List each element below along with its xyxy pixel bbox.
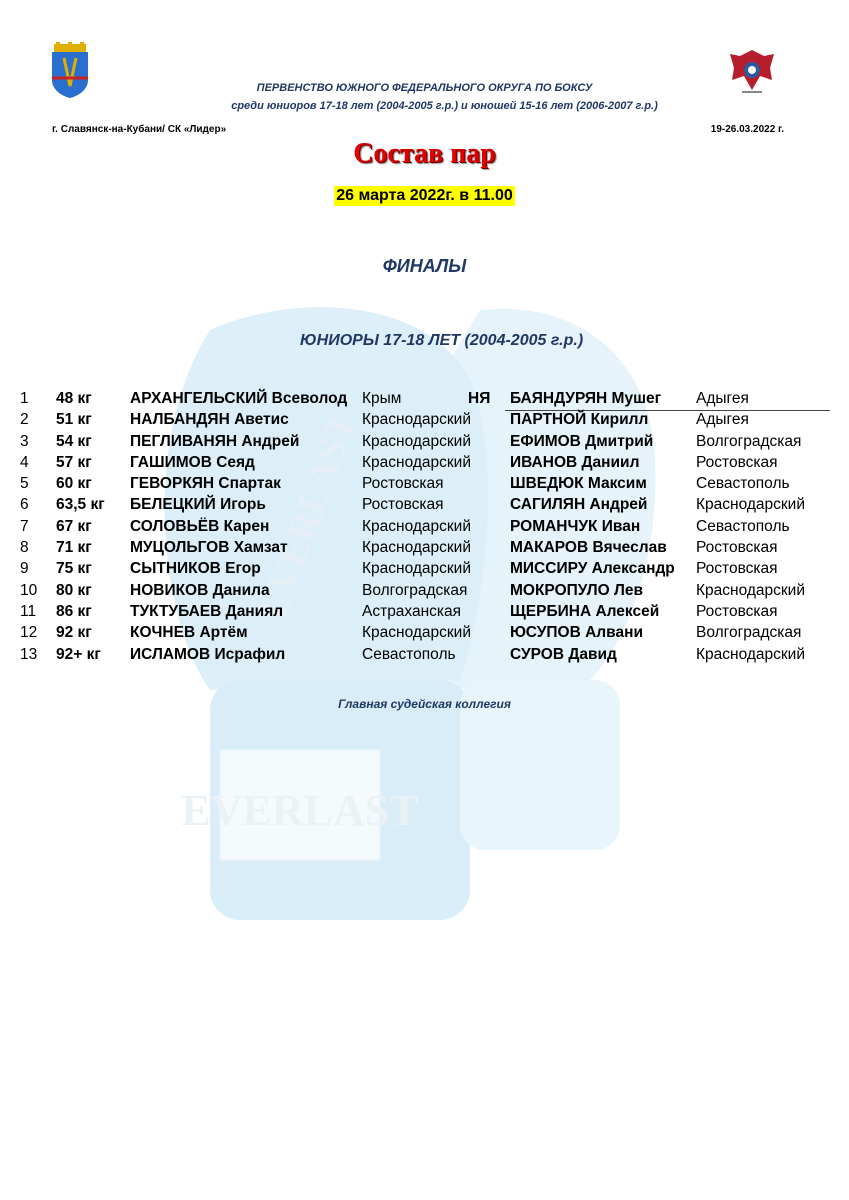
pair-row	[0, 624, 849, 645]
pair-number: 13	[20, 645, 38, 663]
event-dates: 19-26.03.2022 г.	[710, 124, 784, 135]
blue-corner-boxer: ЮСУПОВ Алвани	[510, 624, 643, 642]
weight-class: 48 кг	[56, 390, 92, 407]
weight-class: 63,5 кг	[56, 496, 105, 514]
pair-number: 6	[20, 496, 29, 514]
pair-number: 7	[20, 517, 29, 535]
pair-note: НЯ	[468, 390, 491, 407]
red-corner-boxer: АРХАНГЕЛЬСКИЙ Всеволод	[130, 390, 348, 407]
pair-row	[0, 603, 849, 624]
pair-number: 4	[20, 453, 29, 471]
bout-date-time: 26 марта 2022г. в 11.00	[336, 187, 513, 204]
red-corner-boxer: МУЦОЛЬГОВ Хамзат	[130, 539, 288, 557]
red-corner-boxer: СЫТНИКОВ Егор	[130, 560, 261, 578]
red-corner-boxer: НАЛБАНДЯН Аветис	[130, 411, 289, 429]
blue-corner-region: Севастополь	[696, 517, 790, 535]
weight-class: 51 кг	[56, 411, 92, 429]
red-corner-region: Крым	[362, 390, 402, 407]
red-corner-region: Краснодарский	[362, 560, 471, 578]
pair-row	[0, 411, 849, 432]
blue-corner-region: Адыгея	[696, 411, 749, 429]
red-corner-region: Ростовская	[362, 475, 444, 493]
event-location: г. Славянск-на-Кубани/ СК «Лидер»	[52, 124, 227, 135]
blue-corner-boxer: ШВЕДЮК Максим	[510, 475, 647, 493]
red-corner-boxer: СОЛОВЬЁВ Карен	[130, 517, 270, 535]
pair-row	[0, 646, 849, 667]
page-title: Состав пар	[353, 138, 496, 169]
pair-number: 3	[20, 432, 29, 450]
watermark-brand: EVERLAST	[181, 786, 419, 835]
red-corner-region: Краснодарский	[362, 453, 471, 471]
red-corner-boxer: ПЕГЛИВАНЯН Андрей	[130, 432, 300, 450]
red-corner-region: Краснодарский	[362, 539, 471, 557]
weight-class: 60 кг	[56, 475, 92, 493]
pair-row	[0, 539, 849, 560]
date-line-wrapper	[0, 186, 849, 206]
blue-corner-region: Волгоградская	[696, 624, 802, 642]
blue-corner-boxer: МОКРОПУЛО Лев	[510, 581, 644, 599]
red-corner-boxer: КОЧНЕВ Артём	[130, 624, 248, 642]
red-corner-region: Краснодарский	[362, 432, 471, 450]
blue-corner-region: Ростовская	[696, 453, 778, 471]
blue-corner-region: Ростовская	[696, 560, 778, 578]
red-corner-region: Волгоградская	[362, 581, 468, 599]
pair-row	[0, 433, 849, 454]
blue-corner-boxer: СУРОВ Давид	[510, 645, 617, 663]
weight-class: 92+ кг	[56, 645, 101, 663]
pair-number: 5	[20, 475, 29, 493]
red-corner-region: Ростовская	[362, 496, 444, 514]
weight-class: 92 кг	[56, 624, 92, 642]
weight-class: 71 кг	[56, 539, 92, 557]
pair-number: 9	[20, 560, 29, 578]
pair-number: 12	[20, 624, 38, 642]
pair-row	[0, 390, 849, 411]
weight-class: 86 кг	[56, 602, 92, 620]
red-corner-boxer: ГАШИМОВ Сеяд	[130, 453, 255, 471]
red-corner-boxer: ИСЛАМОВ Исрафил	[130, 645, 286, 663]
weight-class: 80 кг	[56, 581, 92, 599]
red-corner-boxer: НОВИКОВ Данила	[130, 581, 270, 599]
pair-number: 8	[20, 539, 29, 557]
footer-signature: Главная судейская коллегия	[338, 697, 511, 711]
pair-row	[0, 518, 849, 539]
red-corner-boxer: БЕЛЕЦКИЙ Игорь	[130, 496, 266, 514]
pair-number: 2	[20, 411, 29, 429]
weight-class: 54 кг	[56, 432, 92, 450]
red-corner-boxer: ГЕВОРКЯН Спартак	[130, 475, 281, 493]
blue-corner-region: Краснодарский	[696, 581, 805, 599]
blue-corner-boxer: БАЯНДУРЯН Мушег	[510, 390, 662, 407]
red-corner-region: Севастополь	[362, 645, 456, 663]
blue-corner-boxer: ЩЕРБИНА Алексей	[510, 602, 660, 620]
red-corner-region: Астраханская	[362, 602, 462, 620]
blue-corner-region: Адыгея	[696, 390, 749, 407]
blue-corner-region: Краснодарский	[696, 496, 805, 514]
blue-corner-region: Ростовская	[696, 539, 778, 557]
weight-class: 75 кг	[56, 560, 92, 578]
blue-corner-region: Краснодарский	[696, 645, 805, 663]
championship-title: ПЕРВЕНСТВО ЮЖНОГО ФЕДЕРАЛЬНОГО ОКРУГА ПО БОКСУ	[256, 82, 593, 94]
pairs-table	[0, 390, 849, 667]
blue-corner-region: Ростовская	[696, 602, 778, 620]
weight-class: 67 кг	[56, 517, 92, 535]
blue-corner-boxer: РОМАНЧУК Иван	[510, 517, 641, 535]
blue-corner-boxer: ПАРТНОЙ Кирилл	[510, 411, 649, 429]
svg-text:EVERLAST: EVERLAST	[249, 406, 366, 625]
pair-row	[0, 560, 849, 581]
red-corner-region: Краснодарский	[362, 411, 471, 429]
pair-number: 10	[20, 581, 38, 599]
red-corner-region: Краснодарский	[362, 624, 471, 642]
blue-corner-boxer: ЕФИМОВ Дмитрий	[510, 432, 654, 450]
pair-row	[0, 582, 849, 603]
blue-corner-region: Волгоградская	[696, 432, 802, 450]
pair-row	[0, 496, 849, 517]
pair-row	[0, 454, 849, 475]
championship-subtitle: среди юниоров 17-18 лет (2004-2005 г.р.) и юношей 15-16 лет (2006-2007 г.р.)	[231, 100, 658, 112]
blue-corner-boxer: МАКАРОВ Вячеслав	[510, 539, 667, 557]
red-corner-region: Краснодарский	[362, 517, 471, 535]
blue-corner-boxer: САГИЛЯН Андрей	[510, 496, 648, 514]
pair-row	[0, 475, 849, 496]
section-title: ФИНАЛЫ	[382, 256, 467, 276]
blue-corner-boxer: ИВАНОВ Даниил	[510, 453, 640, 471]
blue-corner-region: Севастополь	[696, 475, 790, 493]
weight-class: 57 кг	[56, 453, 92, 471]
age-group-title: ЮНИОРЫ 17-18 ЛЕТ (2004-2005 г.р.)	[300, 332, 584, 349]
blue-corner-boxer: МИССИРУ Александр	[510, 560, 675, 578]
pair-number: 11	[20, 602, 37, 620]
pair-number: 1	[20, 390, 29, 407]
red-corner-boxer: ТУКТУБАЕВ Даниял	[130, 602, 284, 620]
